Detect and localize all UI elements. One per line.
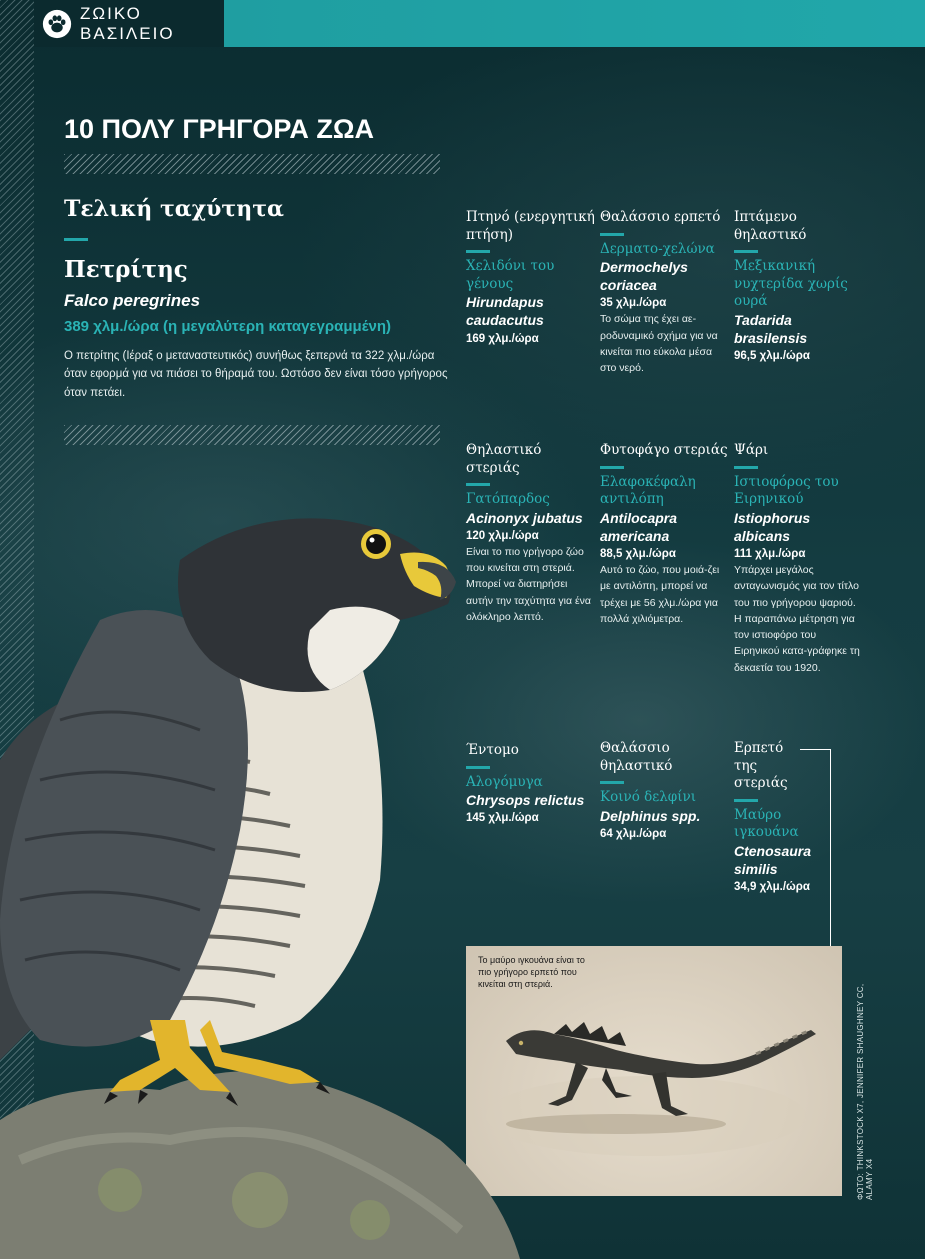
entry-fish [734, 442, 864, 676]
accent-dash [466, 250, 490, 253]
entry-scientific-name: Acinonyx jubatus [466, 509, 583, 526]
entry-scientific-name: Dermochelys coriacea [600, 259, 688, 294]
accent-dash [64, 238, 88, 241]
hatch-divider-top [64, 154, 440, 174]
entry-common-name: Χελιδόνι του γένους [466, 258, 555, 292]
photo-credit: ΦΩΤΟ: THINKSTOCK X7, JENNIFER SHAUGHNEY CC, ALAMY X4 [856, 983, 874, 1200]
entry-land-herbivore [600, 442, 730, 627]
article-title: 10 ΠΟΛΥ ΓΡΗΓΟΡΑ ΖΩΑ [64, 114, 374, 144]
section-title: ΖΩΙΚΟ ΒΑΣΙΛΕΙΟ [80, 3, 175, 43]
entry-description: Είναι το πιο γρήγορο ζώο που κινείται στη στεριά. Μπορεί να διατηρήσει αυτήν την ταχύτητα για ένα ολόκληρο λεπτό. [466, 545, 591, 623]
featured-scientific-name: Falco peregrines [64, 291, 201, 310]
entry-common-name: Ελαφοκέφαλη αντιλόπη [600, 473, 696, 508]
entry-scientific-name: Antilocapra americana [600, 509, 678, 544]
entry-flying-mammal [734, 209, 864, 362]
accent-dash [600, 233, 624, 236]
paw-icon [42, 7, 72, 41]
peregrine-falcon-illustration [0, 500, 520, 1259]
featured-category: Τελική ταχύτητα [64, 196, 284, 222]
entry-description: Αυτό το ζώο, που μοιά-ζει με αντιλόπη, μπορεί να τρέχει με 56 χλμ./ώρα για πολλά χιλιόμετρα. [600, 564, 720, 625]
featured-name: Πετρίτης [64, 256, 188, 283]
accent-dash [734, 466, 758, 469]
hatch-divider-bottom [64, 425, 440, 445]
entry-category: Ερπετό της στεριάς [734, 740, 788, 792]
entry-speed: 34,9 χλμ./ώρα [734, 881, 810, 894]
entry-sea-reptile [600, 209, 730, 377]
featured-description: Ο πετρίτης (Ιέραξ ο μεταναστευτικός) συνήθως ξεπερνά τα 322 χλμ./ώρα όταν εφορμά για να πιάσει το θήραμά του. Ωστόσο δεν είναι τόσο γρήγορος όταν πετάει. [64, 350, 448, 399]
callout-line [830, 749, 831, 963]
entry-category: Θαλάσσιο ερπετό [600, 209, 721, 225]
entry-category: Θαλάσσιο θηλαστικό [600, 740, 673, 774]
entry-category: Ιπτάμενο θηλαστικό [734, 209, 807, 243]
featured-speed: 389 χλμ./ώρα (η μεγαλύτερη καταγεγραμμένη) [64, 318, 391, 335]
accent-dash [600, 781, 624, 784]
header-accent-bar [224, 0, 925, 47]
iguana-photo [466, 946, 842, 1196]
entry-land-reptile [734, 740, 812, 894]
entry-speed: 169 χλμ./ώρα [466, 332, 539, 345]
entry-description: Υπάρχει μεγάλος ανταγωνισμός για τον τίτλο του πιο γρήγορου ψαριού. Η παραπάνω μέτρηση για τον ιστιοφόρο του Ειρηνικού κατα-γράφηκε τη δεκαετία του 1920. [734, 564, 860, 674]
entry-speed: 120 χλμ./ώρα [466, 529, 539, 542]
entry-common-name: Γατόπαρδος [466, 491, 550, 508]
entry-category: Ψάρι [734, 442, 769, 458]
entry-category: Πτηνό (ενεργητική πτήση) [466, 209, 595, 243]
entry-common-name: Δερματο-χελώνα [600, 240, 715, 257]
accent-dash [600, 466, 624, 469]
entry-scientific-name: Hirundapus caudacutus [466, 294, 544, 329]
accent-dash [734, 799, 758, 802]
entry-speed: 64 χλμ./ώρα [600, 827, 667, 840]
entry-scientific-name: Chrysops relictus [466, 792, 585, 809]
entry-scientific-name: Istiophorus albicans [734, 509, 811, 544]
accent-dash [466, 483, 490, 486]
entry-common-name: Ιστιοφόρος του Ειρηνικού [734, 473, 839, 508]
entry-common-name: Κοινό δελφίνι [600, 789, 697, 806]
entry-description: Το σώμα της έχει αε-ροδυναμικό σχήμα για να κινείται πιο εύκολα μέσα στο νερό. [600, 313, 718, 375]
entry-speed: 111 χλμ./ώρα [734, 548, 806, 561]
entry-category: Θηλαστικό στεριάς [466, 442, 542, 476]
entry-common-name: Μεξικανική νυχτερίδα χωρίς ουρά [734, 258, 848, 310]
entry-scientific-name: Ctenosaura similis [734, 842, 812, 877]
entry-scientific-name: Delphinus spp. [600, 807, 701, 824]
callout-line [800, 749, 830, 750]
entry-category: Φυτοφάγο στεριάς [600, 442, 728, 458]
entry-bird [466, 209, 596, 345]
accent-dash [734, 250, 758, 253]
entry-common-name: Αλογόμυγα [466, 773, 543, 790]
entry-common-name: Μαύρο ιγκουάνα [734, 806, 799, 841]
entry-speed: 96,5 χλμ./ώρα [734, 350, 810, 363]
entry-category: Έντομο [466, 742, 519, 758]
entry-speed: 145 χλμ./ώρα [466, 812, 539, 825]
photo-caption: Το μαύρο ιγκουάνα είναι το πιο γρήγορο ερπετό που κινείται στη στεριά. [478, 955, 585, 990]
entry-speed: 88,5 χλμ./ώρα [600, 548, 676, 561]
entry-sea-mammal [600, 740, 730, 840]
entry-scientific-name: Tadarida brasilensis [734, 311, 808, 346]
entry-speed: 35 χλμ./ώρα [600, 297, 667, 310]
section-header [34, 0, 224, 47]
